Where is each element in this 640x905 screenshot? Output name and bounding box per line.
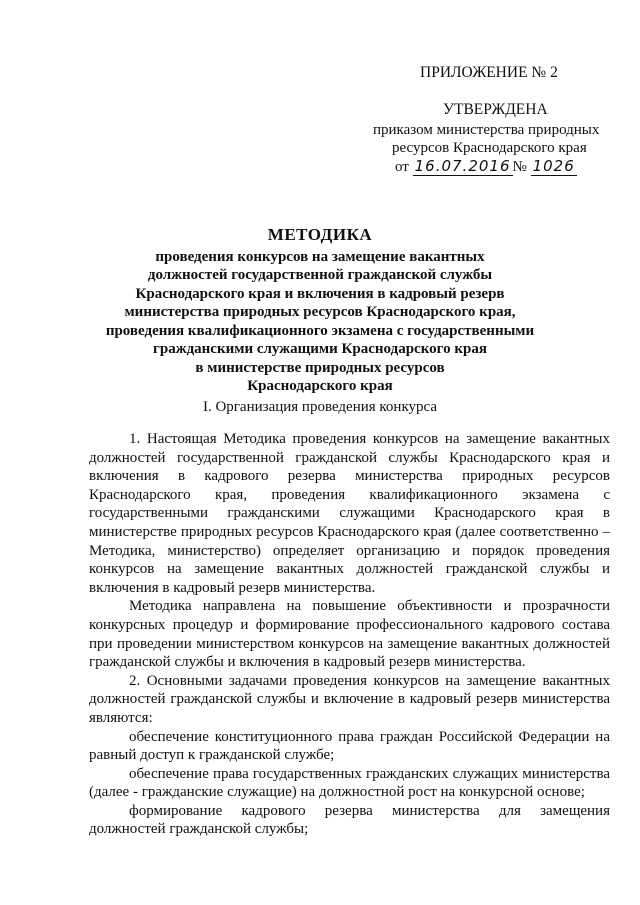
approved-label: УТВЕРЖДЕНА xyxy=(443,101,548,118)
order-line-1: приказом министерства природных xyxy=(373,122,600,138)
date-prefix: от xyxy=(395,159,409,175)
body-text xyxy=(89,430,610,839)
paragraph: 2. Основными задачами проведения конкурсов на замещение вакантных должностей гражданской службы и включение в кадровый резерв министерства являются: xyxy=(89,672,610,726)
title-line: Краснодарского края xyxy=(247,378,393,394)
handwritten-number: 1026 xyxy=(532,157,575,175)
paragraph: Методика направлена на повышение объективности и прозрачности конкурсных процедур и формирование профессионального кадрового состава при проведении министерством конкурсов на замещение вакантных должностей гражданской службы и включения в кадровый резерв министерства. xyxy=(89,598,610,671)
order-line-2: ресурсов Краснодарского края xyxy=(392,140,587,156)
number-prefix: № xyxy=(512,159,527,175)
handwritten-date: 16.07.2016 xyxy=(414,157,511,175)
paragraph: формирование кадрового резерва министерства для замещения должностей гражданской службы; xyxy=(89,802,610,838)
title-line: министерства природных ресурсов Краснодарского края, xyxy=(124,304,516,320)
document-title xyxy=(0,226,640,396)
title-line: МЕТОДИКА xyxy=(267,225,373,244)
appendix-label: ПРИЛОЖЕНИЕ № 2 xyxy=(420,64,558,81)
title-line: проведения конкурсов на замещение вакантных xyxy=(155,248,485,265)
title-line: проведения квалификационного экзамена с государственными xyxy=(105,322,535,339)
paragraph: 1. Настоящая Методика проведения конкурсов на замещение вакантных должностей государственной гражданской службы Краснодарского края и включения в кадрового резерва министерства природных ресурсов Краснодарского края, проведения квалификационного экзамена с государственными гражданскими служащими Краснодарского края в министерстве природных ресурсов Краснодарского края (далее соответственно – Методика, министерство) определяет организацию и порядок проведения конкурсов на замещение вакантных должностей гражданской службы и включения в кадровый резерв министерства. xyxy=(89,431,610,596)
order-date-line xyxy=(395,157,577,176)
paragraph: обеспечение права государственных гражданских служащих министерства (далее - гражданские служащие) на должностной рост на конкурсной основе; xyxy=(89,765,610,801)
paragraph: обеспечение конституционного права граждан Российской Федерации на равный доступ к гражданской службе; xyxy=(89,728,610,764)
section-heading: I. Организация проведения конкурса xyxy=(202,399,438,415)
title-line: Краснодарского края и включения в кадровый резерв xyxy=(135,285,505,302)
title-line: гражданскими служащими Краснодарского края xyxy=(153,341,487,357)
title-line: в министерстве природных ресурсов xyxy=(195,359,445,376)
title-line: должностей государственной гражданской службы xyxy=(147,267,493,283)
